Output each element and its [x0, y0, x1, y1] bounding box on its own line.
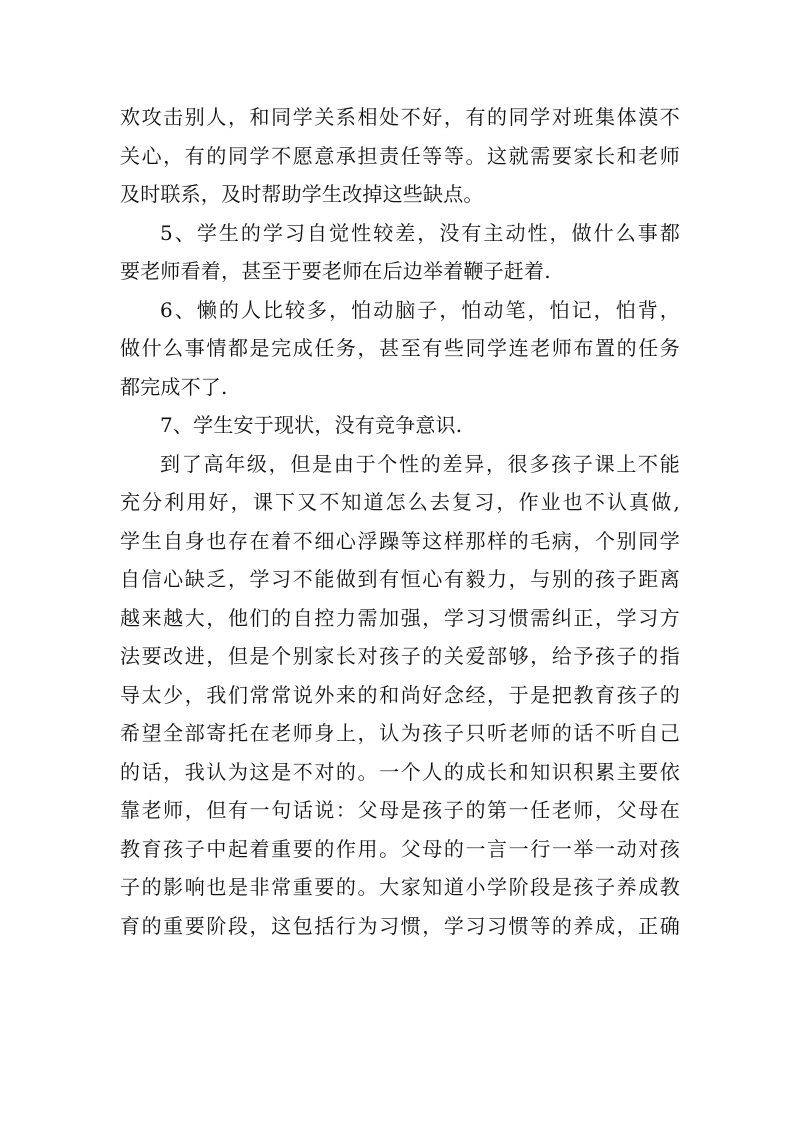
text-line: 学生自身也存在着不细心浮躁等这样那样的毛病，个别同学	[120, 528, 680, 553]
text-line: 做什么事情都是完成任务，甚至有些同学连老师布置的任务	[120, 336, 680, 360]
text-line: 法要改进，但是个别家长对孩子的关爱部够，给予孩子的指	[120, 644, 680, 668]
paragraph-start: 到了高年级，但是由于个性的差异，很多孩子课上不能	[160, 451, 680, 476]
text-line: 自信心缺乏，学习不能做到有恒心有毅力，与别的孩子距离	[120, 567, 680, 591]
text-line: 关心，有的同学不愿意承担责任等等。这就需要家长和老师	[120, 143, 680, 168]
text-line: 导太少，我们常常说外来的和尚好念经，于是把教育孩子的	[120, 682, 680, 707]
text-line: 及时联系，及时帮助学生改掉这些缺点。	[120, 182, 484, 206]
text-line: 都完成不了.	[120, 374, 228, 399]
text-line: 育的重要阶段，这包括行为习惯，学习习惯等的养成，正确	[120, 913, 680, 938]
text-line: 要老师看着，甚至于要老师在后边举着鞭子赶着.	[120, 259, 551, 283]
text-line: 靠老师，但有一句话说：父母是孩子的第一任老师，父母在	[120, 798, 680, 822]
list-item-6: 6、懒的人比较多，怕动脑子，怕动笔，怕记，怕背，	[160, 297, 680, 322]
list-item-5: 5、学生的学习自觉性较差，没有主动性，做什么事都	[160, 220, 680, 245]
text-line: 希望全部寄托在老师身上，认为孩子只听老师的话不听自己	[120, 721, 680, 745]
text-line: 欢攻击别人，和同学关系相处不好，有的同学对班集体漠不	[120, 105, 680, 129]
text-line: 教育孩子中起着重要的作用。父母的一言一行一举一动对孩	[120, 836, 680, 861]
text-line: 充分利用好，课下又不知道怎么去复习，作业也不认真做,	[120, 490, 680, 514]
text-line: 越来越大，他们的自控力需加强，学习习惯需纠正，学习方	[120, 605, 680, 630]
text-line: 子的影响也是非常重要的。大家知道小学阶段是孩子养成教	[120, 875, 680, 899]
body-text	[120, 98, 680, 945]
text-line: 的话，我认为这是不对的。一个人的成长和知识积累主要依	[120, 759, 680, 784]
list-item-7: 7、学生安于现状，没有竞争意识.	[160, 413, 463, 437]
